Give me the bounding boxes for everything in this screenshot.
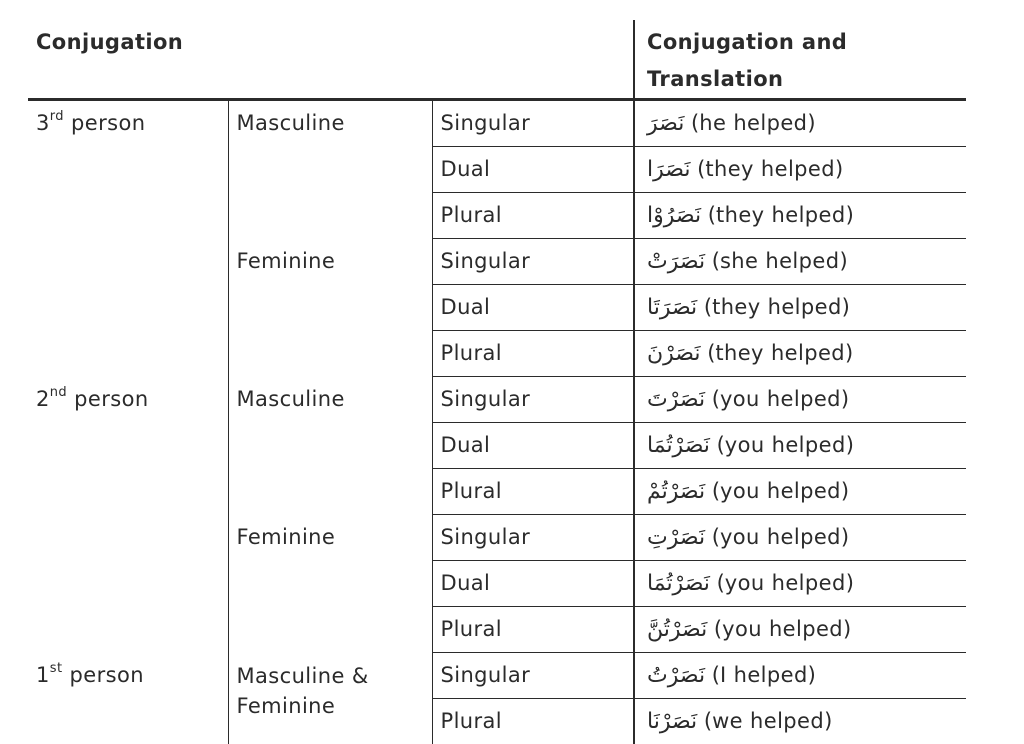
translation-text: (you helped) xyxy=(712,479,849,503)
translation-text: (she helped) xyxy=(712,249,848,273)
number-cell: Singular xyxy=(432,377,634,423)
number-cell: Plural xyxy=(432,469,634,515)
arabic-verb: نَصَرْنَ xyxy=(647,341,701,366)
arabic-verb: نَصَرْنَا xyxy=(647,709,697,734)
translation-text: (you helped) xyxy=(717,433,854,457)
arabic-verb: نَصَرُوْا xyxy=(647,203,701,228)
person-word: person xyxy=(71,111,145,135)
person-superscript: st xyxy=(50,661,63,676)
header-conjugation-translation: Conjugation and Translation xyxy=(634,20,966,100)
translation-text: (you helped) xyxy=(712,387,849,411)
number-cell: Plural xyxy=(432,607,634,653)
table-row xyxy=(28,377,966,423)
conjugation-cell xyxy=(634,699,966,744)
person-number: 3 xyxy=(36,111,50,135)
conjugation-cell xyxy=(634,515,966,561)
number-cell: Singular xyxy=(432,515,634,561)
person-cell xyxy=(28,377,228,653)
person-cell xyxy=(28,653,228,744)
arabic-verb: نَصَرْتُنَّ xyxy=(647,617,707,642)
gender-cell: Masculine & Feminine xyxy=(228,653,432,744)
gender-cell: Masculine xyxy=(228,100,432,239)
conjugation-cell xyxy=(634,193,966,239)
translation-text: (they helped) xyxy=(708,203,854,227)
arabic-verb: نَصَرَا xyxy=(647,157,690,182)
arabic-verb: نَصَرْتُمَا xyxy=(647,433,710,458)
arabic-verb: نَصَرَتَا xyxy=(647,295,697,320)
person-number: 1 xyxy=(36,663,50,687)
conjugation-cell xyxy=(634,469,966,515)
conjugation-cell xyxy=(634,239,966,285)
gender-cell: Feminine xyxy=(228,239,432,377)
conjugation-cell xyxy=(634,561,966,607)
person-superscript: rd xyxy=(50,109,64,124)
conjugation-table xyxy=(28,20,966,744)
table-row xyxy=(28,653,966,699)
person-number: 2 xyxy=(36,387,50,411)
conjugation-table-container xyxy=(28,20,966,744)
number-cell: Plural xyxy=(432,331,634,377)
conjugation-cell xyxy=(634,285,966,331)
conjugation-cell xyxy=(634,607,966,653)
arabic-verb: نَصَرْتُ xyxy=(647,663,705,688)
number-cell: Dual xyxy=(432,147,634,193)
conjugation-cell xyxy=(634,147,966,193)
gender-cell: Feminine xyxy=(228,515,432,653)
conjugation-cell xyxy=(634,653,966,699)
arabic-verb: نَصَرْتَ xyxy=(647,387,705,412)
translation-text: (you helped) xyxy=(712,525,849,549)
number-cell: Singular xyxy=(432,653,634,699)
conjugation-cell xyxy=(634,377,966,423)
translation-text: (we helped) xyxy=(704,709,832,733)
arabic-verb: نَصَرْتُمْ xyxy=(647,479,705,504)
arabic-verb: نَصَرْتِ xyxy=(647,525,705,550)
conjugation-cell xyxy=(634,423,966,469)
person-superscript: nd xyxy=(50,385,67,400)
translation-text: (you helped) xyxy=(714,617,851,641)
number-cell: Plural xyxy=(432,193,634,239)
table-row xyxy=(28,100,966,147)
conjugation-cell xyxy=(634,331,966,377)
number-cell: Plural xyxy=(432,699,634,744)
number-cell: Dual xyxy=(432,423,634,469)
translation-text: (they helped) xyxy=(704,295,850,319)
arabic-verb: نَصَرْتُمَا xyxy=(647,571,710,596)
person-word: person xyxy=(70,663,144,687)
number-cell: Singular xyxy=(432,239,634,285)
table-header-row xyxy=(28,20,966,100)
number-cell: Singular xyxy=(432,100,634,147)
translation-text: (you helped) xyxy=(717,571,854,595)
gender-cell: Masculine xyxy=(228,377,432,515)
arabic-verb: نَصَرَتْ xyxy=(647,249,705,274)
translation-text: (they helped) xyxy=(697,157,843,181)
header-conjugation: Conjugation xyxy=(28,20,634,100)
translation-text: (they helped) xyxy=(707,341,853,365)
number-cell: Dual xyxy=(432,561,634,607)
arabic-verb: نَصَرَ xyxy=(647,111,684,136)
person-word: person xyxy=(74,387,148,411)
translation-text: (he helped) xyxy=(691,111,816,135)
person-cell xyxy=(28,100,228,377)
number-cell: Dual xyxy=(432,285,634,331)
conjugation-cell xyxy=(634,100,966,147)
translation-text: (I helped) xyxy=(712,663,816,687)
table-body xyxy=(28,100,966,744)
